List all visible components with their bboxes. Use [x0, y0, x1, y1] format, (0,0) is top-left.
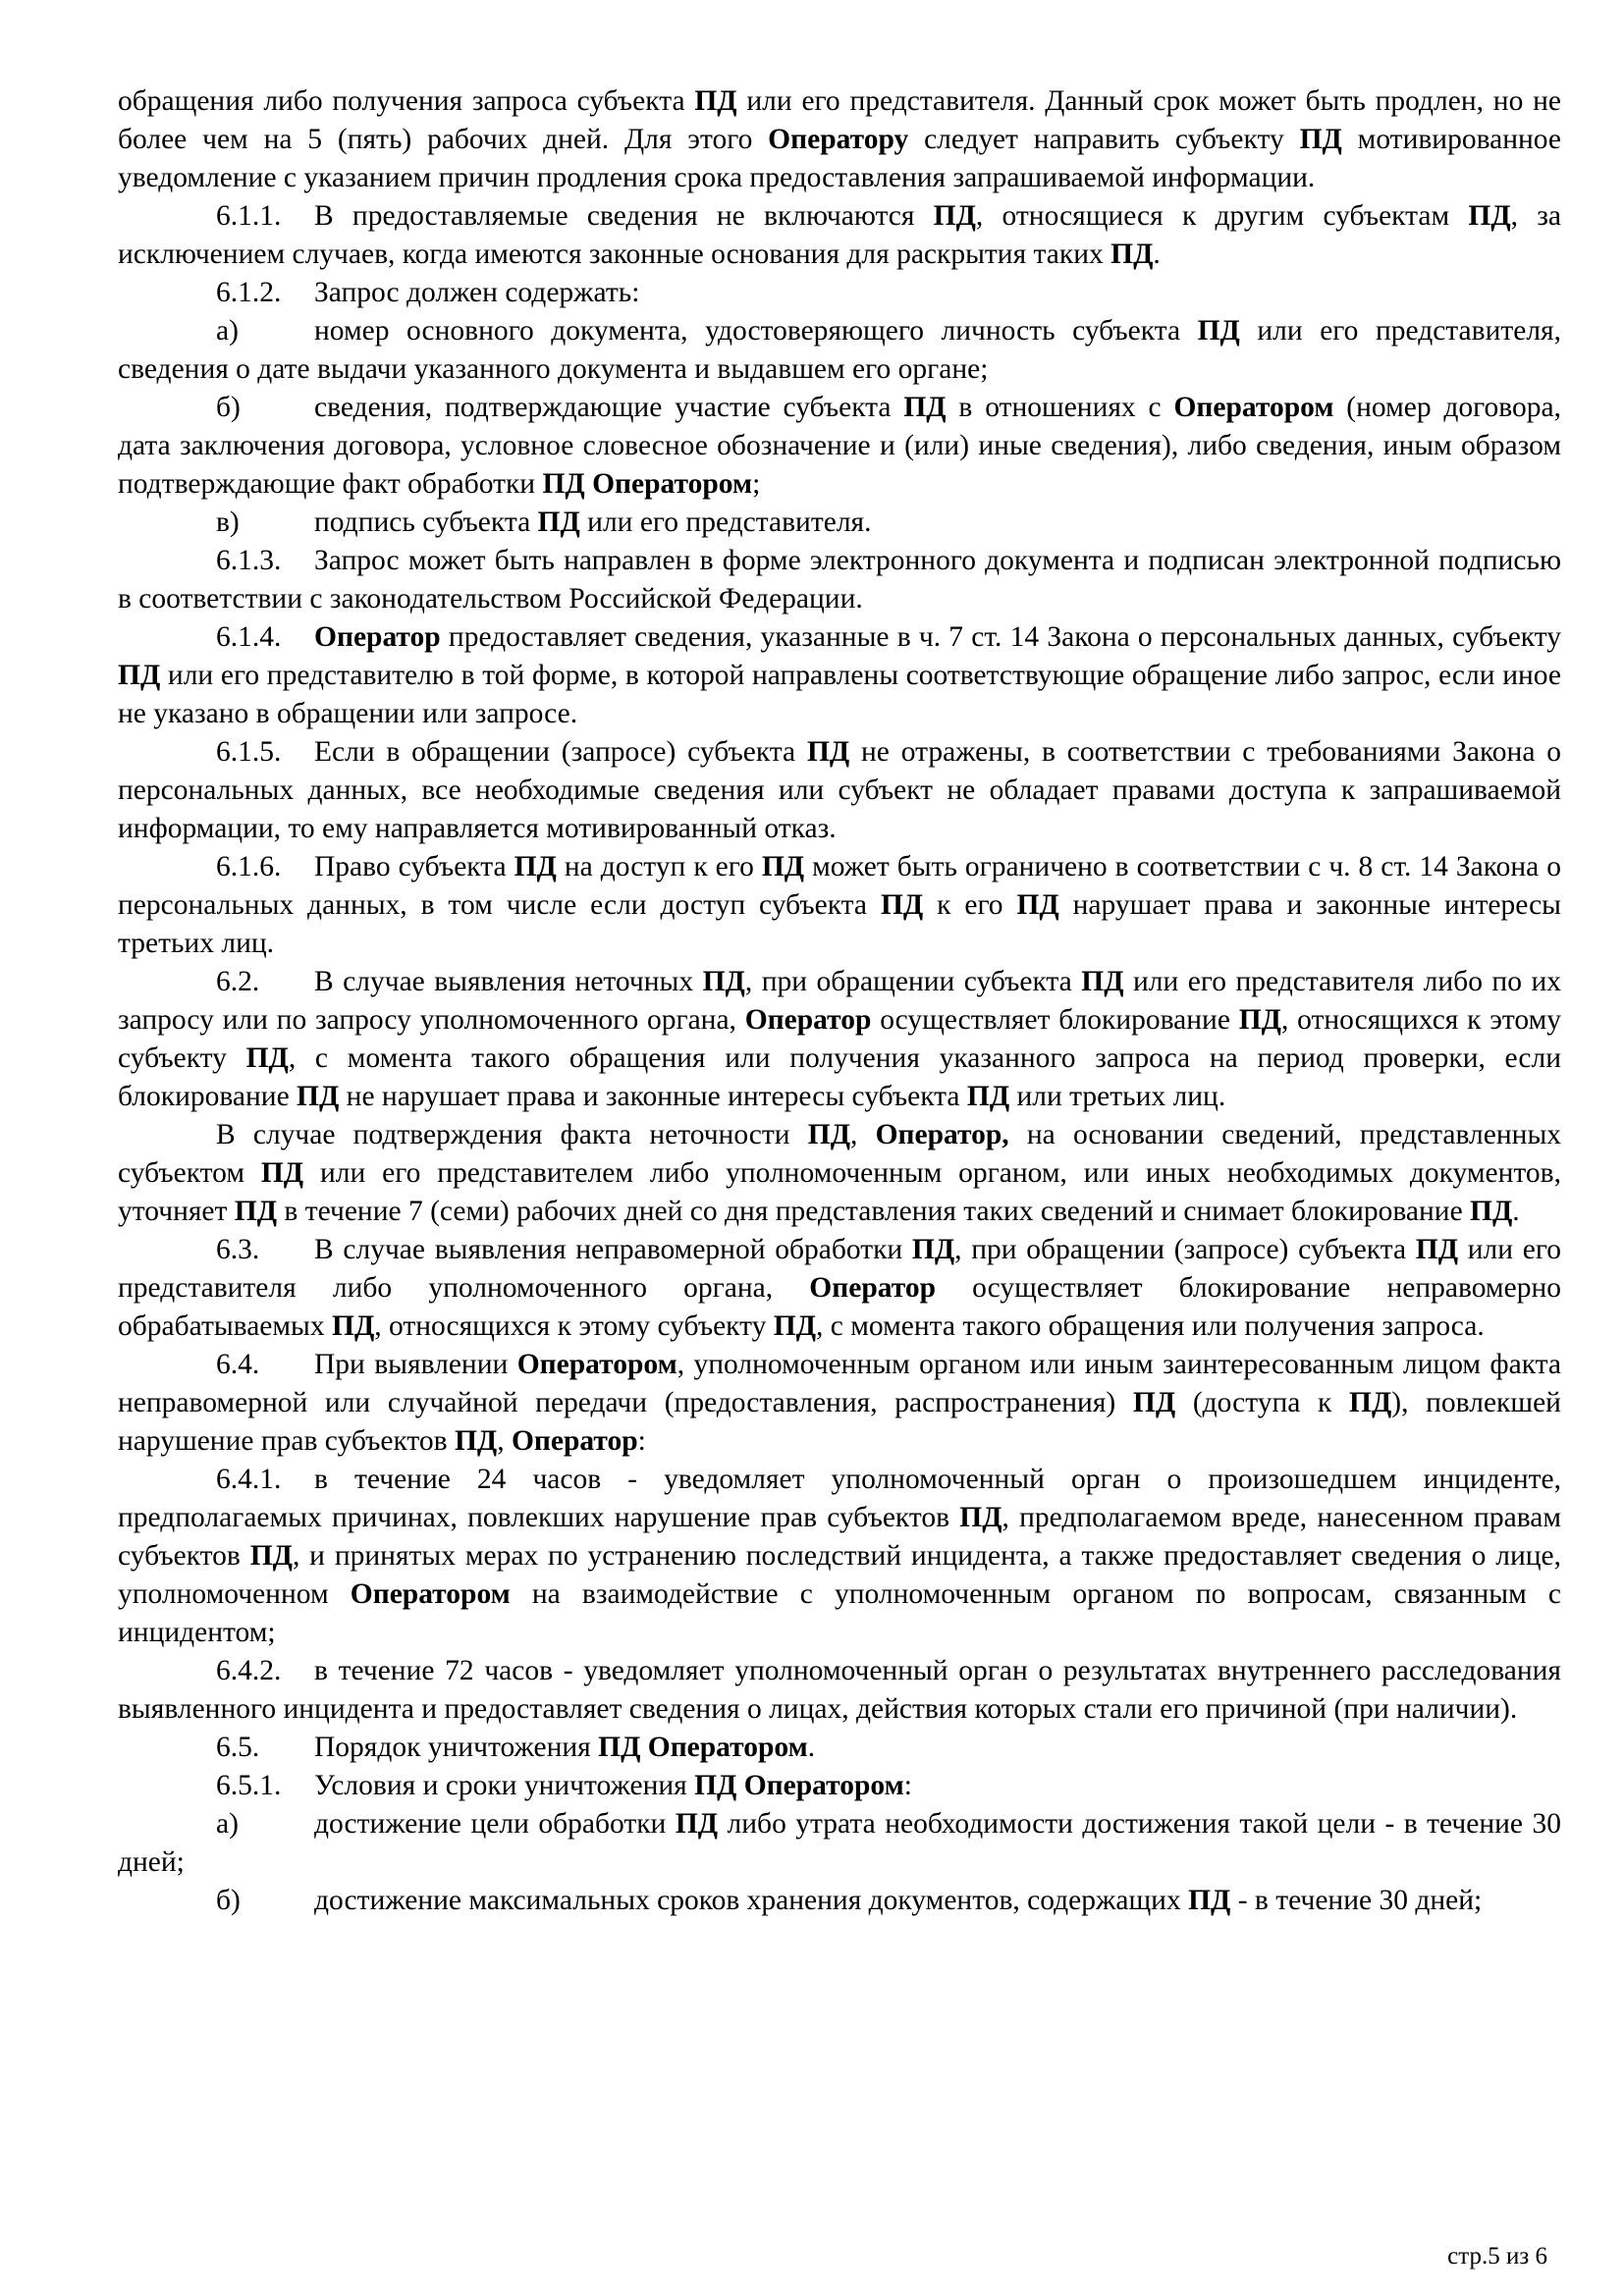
numbered-clause: 6.1.2. Запрос должен содержать: [118, 274, 1561, 312]
bold-term: ПД [1238, 1004, 1281, 1036]
numbered-clause: 6.2. В случае выявления неточных ПД, при обращении субъекта ПД или его представителя либо по их запросу или по запросу уполномоченного органа, Оператор осуществляет блокирование ПД, относящихся к этому субъекту ПД, с момента такого обращения или получения указанного запроса на период проверки, если блокирование ПД не нарушает права и законные интересы субъекта ПД или третьих лиц. [118, 963, 1561, 1116]
numbered-clause: 6.1.3. Запрос может быть направлен в форме электронного документа и подписан электронной подписью в соответствии с законодательством Российской Федерации. [118, 542, 1561, 618]
bold-term: Оператором [516, 1349, 677, 1380]
bold-term: ПД [1470, 1196, 1513, 1227]
clause-number: 6.1.2. [216, 277, 282, 308]
page-number: стр.5 из 6 [1447, 2243, 1547, 2269]
bold-term: ПД [260, 1157, 304, 1189]
bold-term: ПД [694, 85, 737, 117]
bold-term: Оператор [314, 621, 441, 653]
clause-number: 6.5.1. [216, 1770, 282, 1801]
bold-term: ПД [761, 851, 805, 882]
bold-term: ПД [454, 1425, 498, 1457]
paragraph: обращения либо получения запроса субъекта ПД или его представителя. Данный срок может быть продлен, но не более чем на 5 (пять) рабочих дней. Для этого Оператору следует направить субъекту ПД мотивированное уведомление с указанием причин продления срока предоставления запрашиваемой информации. [118, 85, 1561, 193]
numbered-clause: 6.1.4. Оператор предоставляет сведения, указанные в ч. 7 ст. 14 Закона о персональных данных, субъекту ПД или его представителю в той форме, в которой направлены соответствующие обращение либо запрос, если иное не указано в обращении или запросе. [118, 618, 1561, 733]
clause-number: б) [216, 392, 241, 423]
bold-term: ПД [234, 1196, 278, 1227]
bold-term: ПД [297, 1081, 340, 1112]
bold-term: ПД [514, 851, 557, 882]
numbered-clause: б) достижение максимальных сроков хранения документов, содержащих ПД - в течение 30 дней; [118, 1882, 1561, 1920]
bold-term: Оператор, [875, 1119, 1009, 1150]
clause-number: 6.1.5. [216, 736, 282, 768]
clause-number: б) [216, 1885, 241, 1916]
bold-term: ПД [537, 507, 580, 538]
document-body [118, 82, 1561, 1920]
clause-number: 6.3. [216, 1234, 260, 1265]
numbered-clause: в) подпись субъекта ПД или его представителя. [118, 504, 1561, 542]
bold-term: ПД [773, 1310, 816, 1342]
bold-term: Оператору [768, 124, 909, 155]
numbered-clause: б) сведения, подтверждающие участие субъекта ПД в отношениях с Оператором (номер договора, дата заключения договора, условное словесное обозначение и (или) иные сведения), либо сведения, иным образом подтверждающие факт обработки ПД Оператором; [118, 389, 1561, 504]
clause-number: 6.1.3. [216, 545, 282, 576]
bold-term: ПД Оператором [542, 468, 753, 500]
bold-term: ПД [245, 1042, 289, 1074]
clause-number: 6.4. [216, 1349, 260, 1380]
bold-term: ПД [702, 966, 745, 997]
bold-term: ПД Оператором [694, 1770, 904, 1801]
bold-term: ПД [1081, 966, 1124, 997]
bold-term: ПД [1299, 124, 1342, 155]
clause-number: 6.5. [216, 1732, 260, 1763]
numbered-clause: 6.4.2. в течение 72 часов - уведомляет уполномоченный орган о результатах внутреннего расследования выявленного инцидента и предоставляет сведения о лицах, действия которых стали его причиной (при наличии). [118, 1652, 1561, 1729]
bold-term: Оператор [744, 1004, 872, 1036]
clause-number: 6.1.6. [216, 851, 282, 882]
clause-number: 6.1.1. [216, 200, 282, 232]
bold-term: Оператор [809, 1272, 936, 1304]
bold-term: ПД [807, 1119, 851, 1150]
numbered-clause: а) номер основного документа, удостоверяющего личность субъекта ПД или его представителя, сведения о дате выдачи указанного документа и выдавшем его органе; [118, 312, 1561, 389]
bold-term: ПД [966, 1081, 1010, 1112]
clause-number: 6.2. [216, 966, 260, 997]
bold-term: ПД [249, 1540, 293, 1572]
bold-term: ПД [1349, 1387, 1392, 1418]
bold-term: ПД [1468, 200, 1511, 232]
numbered-clause: 6.1.6. Право субъекта ПД на доступ к его ПД может быть ограничено в соответствии с ч. 8 ст. 14 Закона о персональных данных, в том числе если доступ субъекта ПД к его ПД нарушает права и законные интересы третьих лиц. [118, 848, 1561, 963]
clause-number: 6.1.4. [216, 621, 282, 653]
bold-term: ПД [1110, 239, 1154, 270]
numbered-clause: 6.4.1. в течение 24 часов - уведомляет уполномоченный орган о произошедшем инциденте, предполагаемых причинах, повлекших нарушение прав субъектов ПД, предполагаемом вреде, нанесенном правам субъектов ПД, и принятых мерах по устранению последствий инцидента, а также предоставляет сведения о лице, уполномоченном Оператором на взаимодействие с уполномоченным органом по вопросам, связанным с инцидентом; [118, 1461, 1561, 1652]
clause-number: в) [216, 507, 240, 538]
paragraph: В случае подтверждения факта неточности ПД, Оператор, на основании сведений, представленных субъектом ПД или его представителем либо уполномоченным органом, или иных необходимых документов, уточняет ПД в течение 7 (семи) рабочих дней со дня представления таких сведений и снимает блокирование ПД. [118, 1119, 1562, 1227]
bold-term: ПД [118, 660, 161, 691]
bold-term: Оператором [350, 1578, 511, 1610]
numbered-clause: 6.4. При выявлении Оператором, уполномоченным органом или иным заинтересованным лицом факта неправомерной или случайной передачи (предоставления, распространения) ПД (доступа к ПД), повлекшей нарушение прав субъектов ПД, Оператор: [118, 1346, 1561, 1461]
numbered-clause: 6.5.1. Условия и сроки уничтожения ПД Оператором: [118, 1767, 1561, 1805]
bold-term: ПД [1016, 889, 1059, 921]
bold-term: ПД [806, 736, 850, 768]
clause-number: а) [216, 315, 239, 347]
numbered-clause: а) достижение цели обработки ПД либо утрата необходимости достижения такой цели - в течение 30 дней; [118, 1805, 1561, 1882]
bold-term: ПД [959, 1502, 1002, 1533]
numbered-clause: 6.3. В случае выявления неправомерной обработки ПД, при обращении (запросе) субъекта ПД или его представителя либо уполномоченного органа, Оператор осуществляет блокирование неправомерно обрабатываемых ПД, относящихся к этому субъекту ПД, с момента такого обращения или получения запроса. [118, 1231, 1561, 1346]
bold-term: ПД [933, 200, 976, 232]
bold-term: ПД [675, 1808, 719, 1840]
bold-term: Оператор [511, 1425, 638, 1457]
numbered-clause: 6.1.1. В предоставляемые сведения не включаются ПД, относящиеся к другим субъектам ПД, за исключением случаев, когда имеются законные основания для раскрытия таких ПД. [118, 197, 1561, 274]
bold-term: Оператором [1173, 392, 1334, 423]
clause-number: 6.4.2. [216, 1655, 282, 1686]
clause-number: а) [216, 1808, 239, 1840]
clause-number: 6.4.1. [216, 1464, 282, 1495]
bold-term: ПД [880, 889, 924, 921]
bold-term: ПД [1132, 1387, 1176, 1418]
bold-term: ПД [1188, 1885, 1231, 1916]
numbered-clause: 6.5. Порядок уничтожения ПД Оператором. [118, 1729, 1561, 1767]
bold-term: ПД [903, 392, 947, 423]
numbered-clause: 6.1.5. Если в обращении (запросе) субъекта ПД не отражены, в соответствии с требованиями Закона о персональных данных, все необходимые сведения или субъект не обладает правами доступа к запрашиваемой информации, то ему направляется мотивированный отказ. [118, 733, 1561, 848]
bold-term: ПД [332, 1310, 375, 1342]
bold-term: ПД [1415, 1234, 1459, 1265]
bold-term: ПД [911, 1234, 955, 1265]
bold-term: ПД Оператором [598, 1732, 808, 1763]
bold-term: ПД [1197, 315, 1240, 347]
